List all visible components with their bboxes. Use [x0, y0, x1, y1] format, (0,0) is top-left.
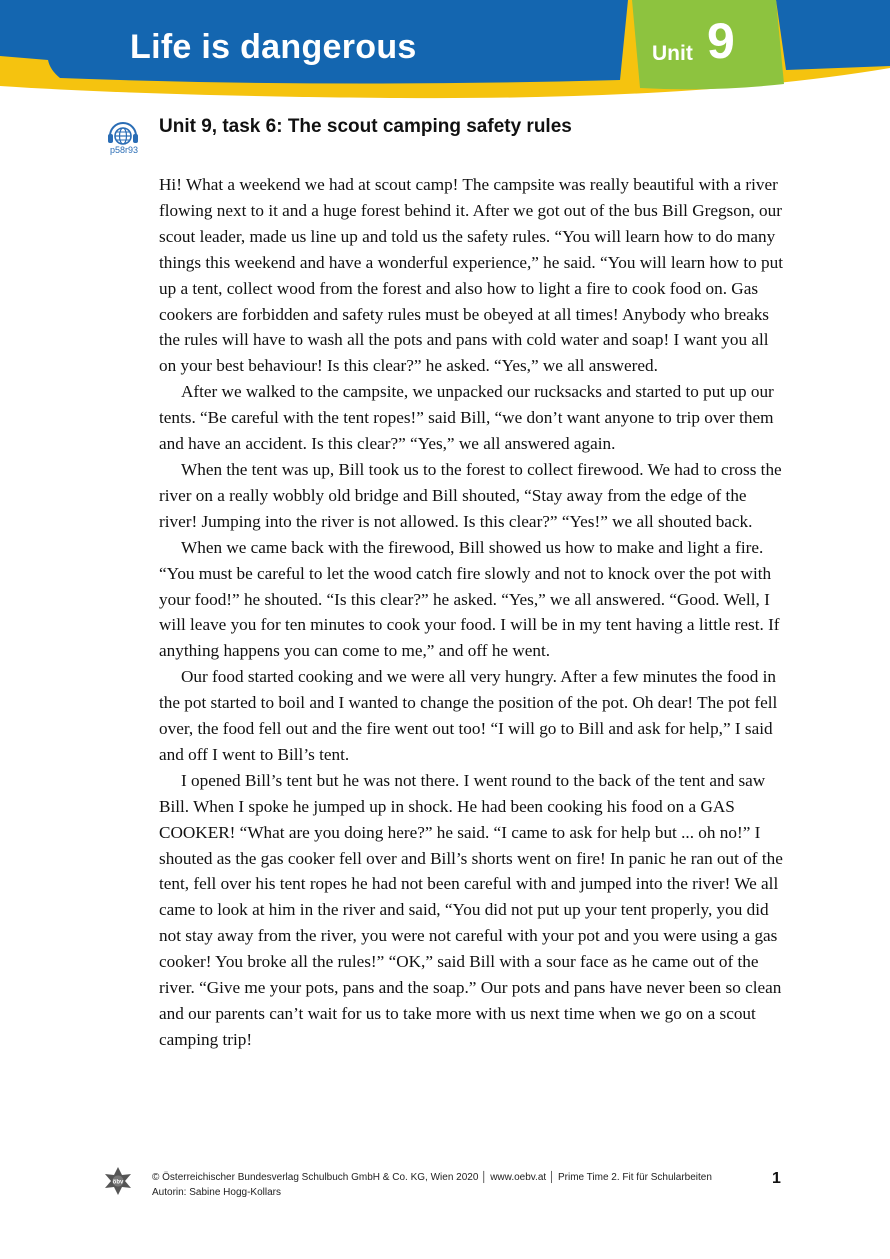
story-paragraph: I opened Bill’s tent but he was not there. I went round to the back of the tent and saw Bill. When I spoke he jumped up in shock. He had been cooking his food on a GAS COOKER! “What are you doing here?” he said. “I came to ask for help but ... oh no!” I shouted as the gas cooker fell over and Bill’s shorts went on fire! In panic he ran out of the tent, fell over his tent ropes he had not been careful with and jumped into the river! We all came to look at him in the river and said, “You did not put up your tent properly, you did not stay away from the river, you were not careful with your pot and you were using a gas cooker! You broke all the rules!” “OK,” said Bill with a sour face as he came out of the river. “Give me your pots, pans and the soap.” Our pots and pans have never been so clean and our parents can’t wait for us to take more with us next time when we go on a scout camping trip! [159, 770, 783, 1049]
logo-text: öbv [112, 1179, 124, 1186]
obv-publisher-logo [104, 1166, 132, 1196]
story-paragraph: Hi! What a weekend we had at scout camp! The campsite was really beautiful with a river flowing next to it and a huge forest behind it. After we got out of the bus Bill Gregson, our scout leader, made us line up and told us the safety rules. “You will learn how to do many things this weekend and have a wonderful experience,” he said. “You will learn how to put up a tent, collect wood from the forest and also how to light a fire to cook food on. Gas cookers are forbidden and safety rules must be obeyed at all times! Anybody who breaks the rules will have to wash all the pots and pans with cold water and soap! I want you all on your best behaviour! Is this clear?” he asked. “Yes,” we all answered. [159, 175, 783, 376]
footer-text [152, 1170, 712, 1200]
footer-author: Autorin: Sabine Hogg-Kollars [152, 1187, 281, 1198]
page-title: Life is dangerous [130, 28, 417, 66]
task-title: Unit 9, task 6: The scout camping safety rules [159, 116, 572, 137]
story-paragraph: After we walked to the campsite, we unpacked our rucksacks and started to put up our tents. “Be careful with the tent ropes!” said Bill, “we don’t want anyone to trip over them and have an accident. Is this clear?” “Yes,” we all answered again. [159, 382, 774, 454]
story-text [159, 172, 787, 1053]
unit-number: 9 [707, 13, 735, 69]
page-number: 1 [772, 1170, 781, 1187]
story-paragraph: When the tent was up, Bill took us to the forest to collect firewood. We had to cross the river on a really wobbly old bridge and Bill shouted, “Stay away from the edge of the river! Jumping into the river is not allowed. Is this clear?” “Yes!” we all shouted back. [159, 459, 782, 531]
unit-label: Unit [652, 42, 693, 65]
footer-copyright: © Österreichischer Bundesverlag Schulbuch GmbH & Co. KG, Wien 2020 │ www.oebv.at │ Prime Time 2. Fit für Schularbeiten [152, 1172, 712, 1183]
story-paragraph: Our food started cooking and we were all very hungry. After a few minutes the food in the pot started to boil and I wanted to change the position of the pot. Oh dear! The pot fell over, the food fell out and the fire went out too! “I will go to Bill and ask for help,” I said and off I went to Bill’s tent. [159, 667, 778, 764]
story-paragraph: When we came back with the firewood, Bill showed us how to make and light a fire. “You must be careful to let the wood catch fire slowly and not to knock over the pot with your food!” he shouted. “Is this clear?” he asked. “Yes,” we all answered. “Good. Well, I will leave you for ten minutes to cook your food. I will be in my tent having a little rest. If anything happens you can come to me,” and off he went. [159, 537, 780, 661]
online-code[interactable]: p58r93 [109, 145, 139, 155]
banner-blue-right [776, 0, 890, 70]
